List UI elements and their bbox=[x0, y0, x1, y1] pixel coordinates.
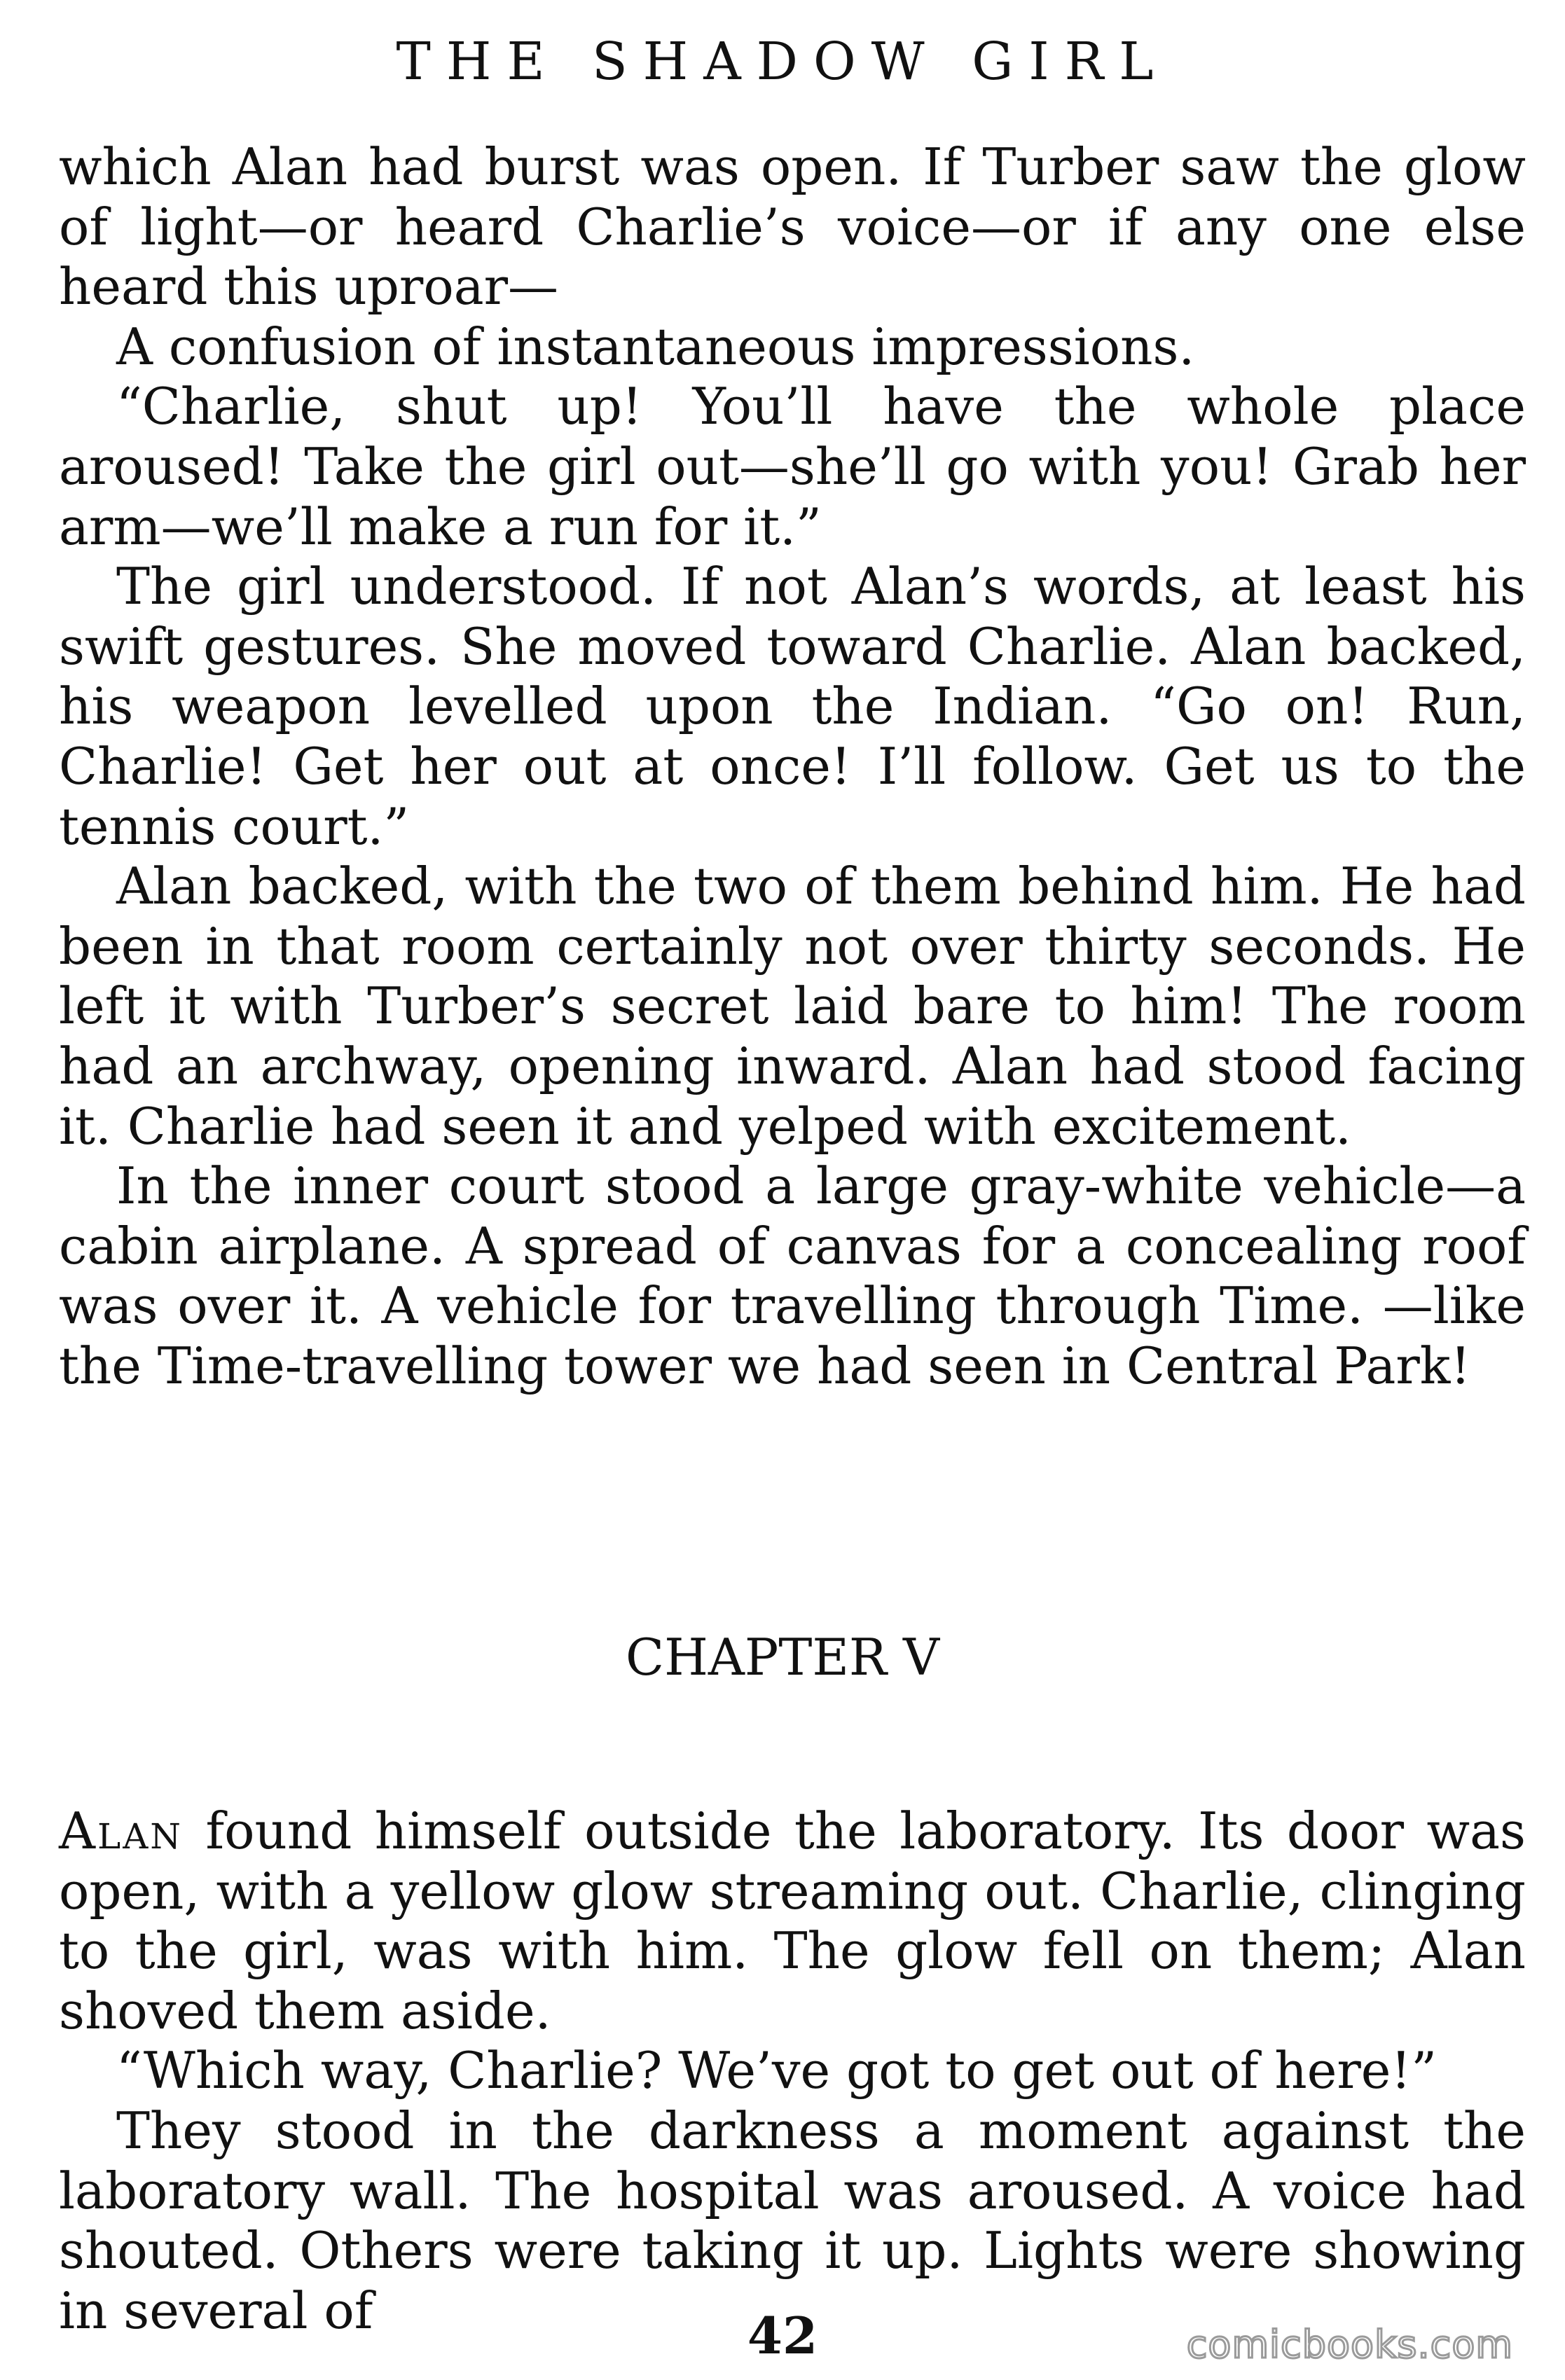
paragraph: “Charlie, shut up! You’ll have the whole place aroused! Take the girl out—she’ll go with you! Grab her arm—we’ll make a run for it.” bbox=[59, 377, 1526, 556]
paragraph: In the inner court stood a large gray-white vehicle—a cabin airplane. A spread of canvas for a concealing roof was over it. A vehicle for travelling through Time. —like the Time-travelling tower we had seen in Central Park! bbox=[59, 1156, 1526, 1395]
chapter-opening-paragraph bbox=[59, 1801, 1526, 2041]
body-text-top bbox=[59, 137, 1526, 1396]
page-number: 42 bbox=[747, 2306, 818, 2365]
chapter-heading: CHAPTER V bbox=[626, 1628, 939, 1687]
paragraph: A confusion of instantaneous impressions. bbox=[116, 317, 1195, 376]
lead-word: Alan bbox=[59, 1801, 184, 1860]
opening-text: found himself outside the laboratory. Its door was open, with a yellow glow streaming out. Charlie, clinging to the girl, was with him. The glow fell on them; Alan shoved them aside. bbox=[59, 1801, 1526, 2040]
paragraph: Alan backed, with the two of them behind him. He had been in that room certainly not over thirty seconds. He left it with Turber’s secret laid bare to him! The room had an archway, opening inward. Alan had stood facing it. Charlie had seen it and yelped with excitement. bbox=[59, 857, 1526, 1156]
paragraph: “Which way, Charlie? We’ve got to get out of here!” bbox=[116, 2041, 1438, 2101]
running-head: THE SHADOW GIRL bbox=[396, 32, 1169, 92]
body-text-bottom bbox=[59, 1801, 1526, 2341]
watermark: comicbooks.com bbox=[1186, 2323, 1513, 2367]
paragraph: which Alan had burst was open. If Turber saw the glow of light—or heard Charlie’s voice—or if any one else heard this uproar— bbox=[59, 137, 1526, 317]
paragraph: They stood in the darkness a moment against the laboratory wall. The hospital was aroused. A voice had shouted. Others were taking it up. Lights were showing in several of bbox=[59, 2101, 1526, 2340]
paragraph: The girl understood. If not Alan’s words, at least his swift gestures. She moved toward Charlie. Alan backed, his weapon levelled upon the Indian. “Go on! Run, Charlie! Get her out at once! I’ll follow. Get us to the tennis court.” bbox=[59, 557, 1526, 856]
